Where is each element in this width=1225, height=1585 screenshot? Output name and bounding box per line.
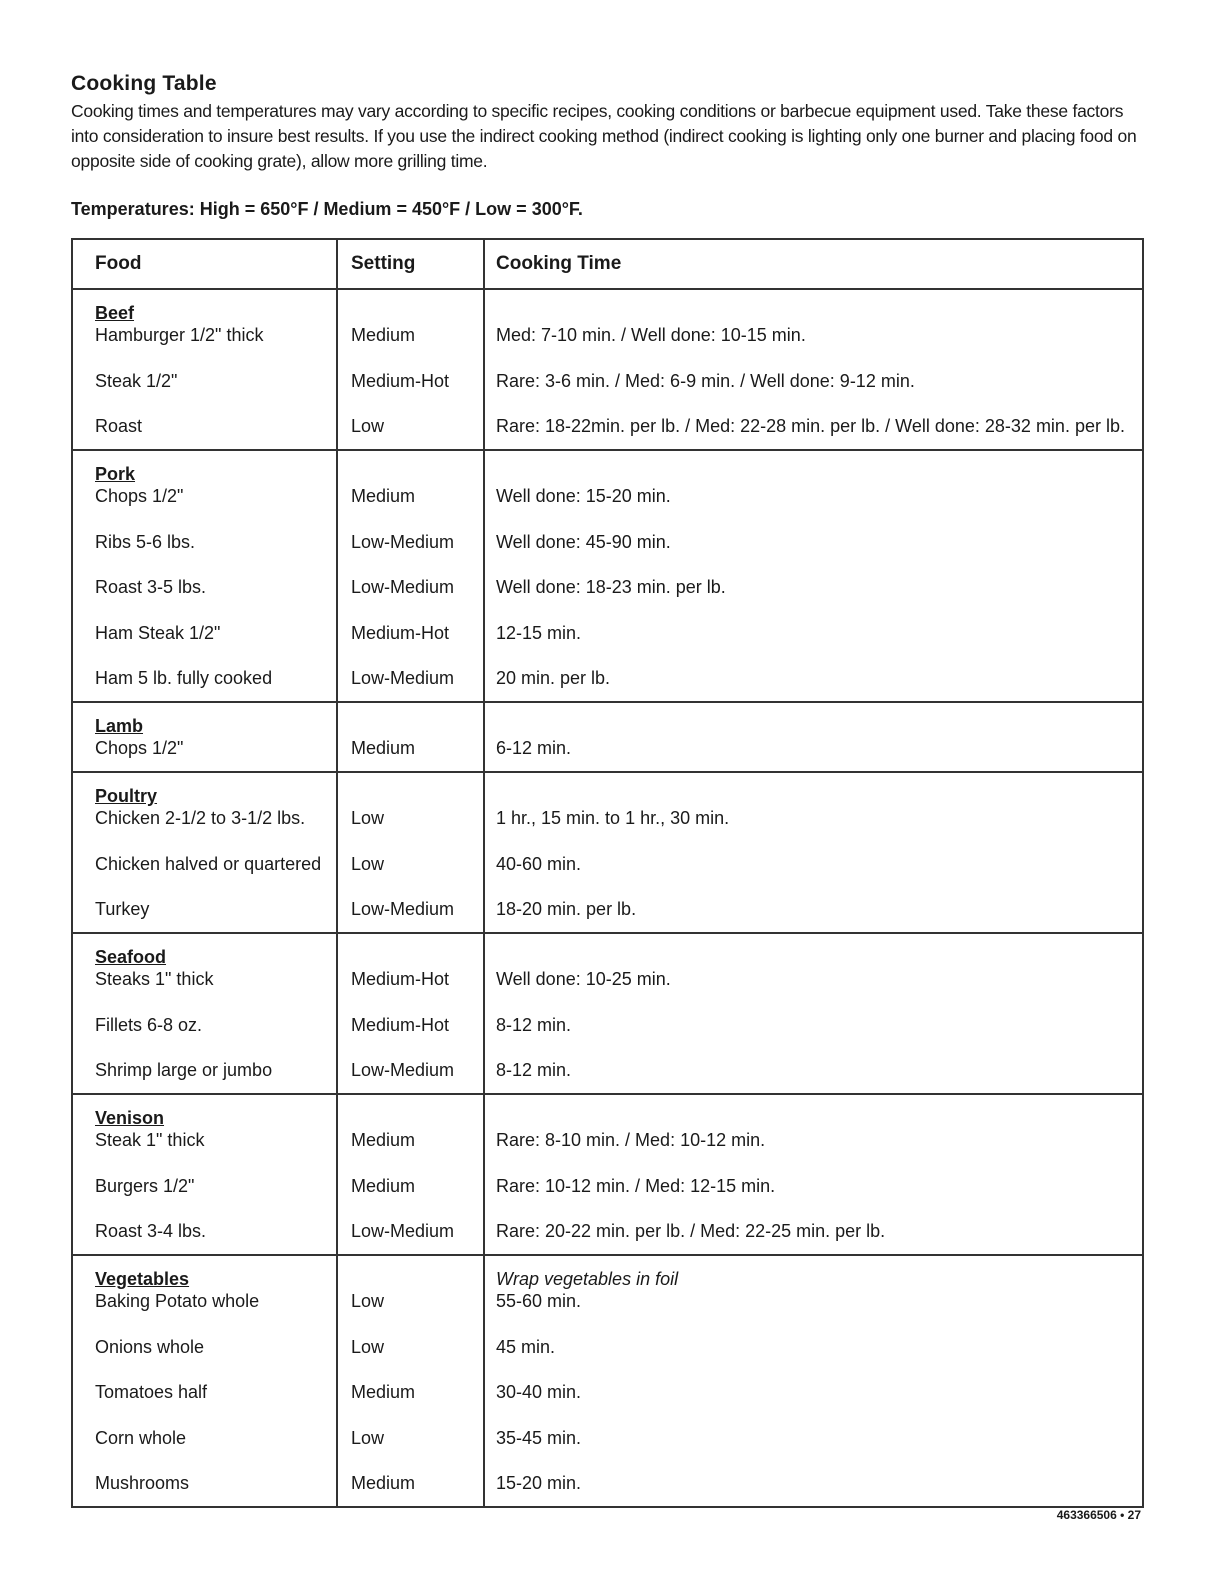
cooking-time-value: 20 min. per lb. <box>496 668 611 688</box>
table-group-venison <box>72 1094 1143 1255</box>
category-title: Beef <box>95 303 135 323</box>
header-food: Food <box>72 239 337 289</box>
setting-value: Medium <box>351 325 416 345</box>
setting-value: Low <box>351 808 385 828</box>
setting-value: Medium-Hot <box>351 622 450 643</box>
category-title: Vegetables <box>95 1269 190 1289</box>
cooking-time-value: 6-12 min. <box>496 738 572 758</box>
setting-value: Medium <box>351 486 416 506</box>
table-row <box>72 702 1143 772</box>
cooking-time-cell <box>484 1255 1143 1507</box>
cooking-time-value: 8-12 min. <box>496 1014 572 1035</box>
page-title: Cooking Table <box>71 72 217 95</box>
time-spacer <box>496 302 1142 324</box>
cooking-time-value: 30-40 min. <box>496 1382 582 1402</box>
table-group-pork <box>72 450 1143 702</box>
cooking-time-cell <box>484 450 1143 702</box>
setting-value: Low <box>351 1291 385 1311</box>
cooking-time-cell <box>484 1094 1143 1255</box>
food-cell <box>72 1094 337 1255</box>
setting-value: Medium <box>351 738 416 758</box>
setting-spacer <box>351 302 483 324</box>
setting-value: Medium <box>351 1175 416 1196</box>
category-title: Pork <box>95 464 136 484</box>
table-group-beef <box>72 289 1143 450</box>
food-item: Chops 1/2" <box>95 738 184 758</box>
food-item: Chops 1/2" <box>95 486 184 506</box>
setting-value: Medium-Hot <box>351 370 450 391</box>
setting-spacer <box>351 946 483 968</box>
food-item: Roast 3-5 lbs. <box>95 577 207 597</box>
category-title: Venison <box>95 1108 165 1128</box>
cooking-time-cell <box>484 702 1143 772</box>
cooking-time-value: Well done: 10-25 min. <box>496 969 671 989</box>
cooking-time-value: 12-15 min. <box>496 622 582 643</box>
food-cell <box>72 772 337 933</box>
food-cell <box>72 702 337 772</box>
temperatures-line: Temperatures: High = 650°F / Medium = 450°F / Low = 300°F. <box>71 199 583 219</box>
food-item: Fillets 6-8 oz. <box>95 1014 203 1035</box>
food-item: Shrimp large or jumbo <box>95 1060 273 1080</box>
food-item: Ribs 5-6 lbs. <box>95 531 196 552</box>
table-header-row <box>72 239 1143 289</box>
food-item: Chicken halved or quartered <box>95 853 322 874</box>
cooking-time-cell <box>484 289 1143 450</box>
food-cell <box>72 1255 337 1507</box>
food-item: Roast <box>95 416 143 436</box>
cooking-time-value: Well done: 18-23 min. per lb. <box>496 577 726 597</box>
food-item: Steak 1" thick <box>95 1130 205 1150</box>
cooking-time-value: 15-20 min. <box>496 1473 582 1493</box>
setting-value: Medium <box>351 1382 416 1402</box>
category-title: Seafood <box>95 947 167 967</box>
table-group-vegetables <box>72 1255 1143 1507</box>
food-item: Steak 1/2" <box>95 370 178 391</box>
table-row <box>72 933 1143 1094</box>
cooking-time-value: 35-45 min. <box>496 1427 582 1448</box>
table-row <box>72 1094 1143 1255</box>
cooking-time-value: Rare: 8-10 min. / Med: 10-12 min. <box>496 1130 766 1150</box>
cooking-time-value: Rare: 10-12 min. / Med: 12-15 min. <box>496 1175 776 1196</box>
page-footer: 463366506 • 27 <box>1056 1508 1141 1522</box>
header-setting: Setting <box>337 239 484 289</box>
cooking-time-value: 18-20 min. per lb. <box>496 899 637 919</box>
cooking-time-value: 1 hr., 15 min. to 1 hr., 30 min. <box>496 808 730 828</box>
food-item: Corn whole <box>95 1427 187 1448</box>
cooking-time-value: Med: 7-10 min. / Well done: 10-15 min. <box>496 325 806 345</box>
food-cell <box>72 450 337 702</box>
setting-value: Low <box>351 1336 385 1357</box>
cooking-time-value: Rare: 20-22 min. per lb. / Med: 22-25 min. per lb. <box>496 1221 886 1241</box>
food-item: Onions whole <box>95 1336 205 1357</box>
food-item: Steaks 1" thick <box>95 969 214 989</box>
setting-cell <box>337 933 484 1094</box>
setting-value: Low-Medium <box>351 531 455 552</box>
group-note: Wrap vegetables in foil <box>496 1269 679 1289</box>
setting-spacer <box>351 785 483 807</box>
setting-value: Low <box>351 1427 385 1448</box>
cooking-time-value: Rare: 18-22min. per lb. / Med: 22-28 min. per lb. / Well done: 28-32 min. per lb. <box>496 416 1125 436</box>
setting-value: Low-Medium <box>351 577 455 597</box>
setting-value: Low-Medium <box>351 668 455 688</box>
time-spacer <box>496 946 1142 968</box>
cooking-time-value: 45 min. <box>496 1336 556 1357</box>
food-item: Roast 3-4 lbs. <box>95 1221 207 1241</box>
setting-cell <box>337 1094 484 1255</box>
food-item: Mushrooms <box>95 1473 190 1493</box>
setting-value: Low <box>351 416 385 436</box>
setting-spacer <box>351 1268 483 1290</box>
food-item: Chicken 2-1/2 to 3-1/2 lbs. <box>95 808 306 828</box>
setting-spacer <box>351 715 483 737</box>
setting-cell <box>337 450 484 702</box>
setting-value: Low-Medium <box>351 899 455 919</box>
setting-spacer <box>351 463 483 485</box>
cooking-time-value: 8-12 min. <box>496 1060 572 1080</box>
setting-value: Medium-Hot <box>351 969 450 989</box>
food-cell <box>72 933 337 1094</box>
food-item: Ham 5 lb. fully cooked <box>95 668 273 688</box>
food-item: Burgers 1/2" <box>95 1175 195 1196</box>
setting-cell <box>337 289 484 450</box>
cooking-time-value: Well done: 15-20 min. <box>496 486 671 506</box>
time-spacer <box>496 463 1142 485</box>
table-group-seafood <box>72 933 1143 1094</box>
table-group-poultry <box>72 772 1143 933</box>
setting-value: Medium <box>351 1130 416 1150</box>
setting-cell <box>337 1255 484 1507</box>
time-spacer <box>496 715 1142 737</box>
food-item: Turkey <box>95 899 150 919</box>
category-title: Poultry <box>95 786 158 806</box>
food-item: Tomatoes half <box>95 1382 208 1402</box>
food-cell <box>72 289 337 450</box>
intro-paragraph: Cooking times and temperatures may vary according to specific recipes, cooking conditions or barbecue equipment used. Take these factors into consideration to insure best results. If you use the indirect cooking method (indirect cooking is lighting only one burner and placing food on opposite side of cooking grate), allow more grilling time. <box>71 101 1137 171</box>
time-spacer <box>496 1107 1142 1129</box>
cooking-time-value: 55-60 min. <box>496 1291 582 1311</box>
setting-value: Medium-Hot <box>351 1014 450 1035</box>
table-row <box>72 772 1143 933</box>
table-group-lamb <box>72 702 1143 772</box>
header-cooking-time: Cooking Time <box>484 239 1143 289</box>
food-item: Hamburger 1/2" thick <box>95 325 264 345</box>
cooking-table <box>71 238 1144 1508</box>
setting-value: Medium <box>351 1473 416 1493</box>
table-row <box>72 1255 1143 1507</box>
table-row <box>72 289 1143 450</box>
setting-value: Low-Medium <box>351 1060 455 1080</box>
setting-spacer <box>351 1107 483 1129</box>
cooking-time-cell <box>484 933 1143 1094</box>
cooking-time-cell <box>484 772 1143 933</box>
setting-cell <box>337 772 484 933</box>
category-title: Lamb <box>95 716 144 736</box>
setting-value: Low <box>351 853 385 874</box>
cooking-time-value: Well done: 45-90 min. <box>496 531 671 552</box>
food-item: Ham Steak 1/2" <box>95 622 221 643</box>
setting-value: Low-Medium <box>351 1221 455 1241</box>
cooking-time-value: Rare: 3-6 min. / Med: 6-9 min. / Well done: 9-12 min. <box>496 370 915 391</box>
table-row <box>72 450 1143 702</box>
time-spacer <box>496 785 1142 807</box>
setting-cell <box>337 702 484 772</box>
cooking-time-value: 40-60 min. <box>496 853 582 874</box>
food-item: Baking Potato whole <box>95 1291 260 1311</box>
